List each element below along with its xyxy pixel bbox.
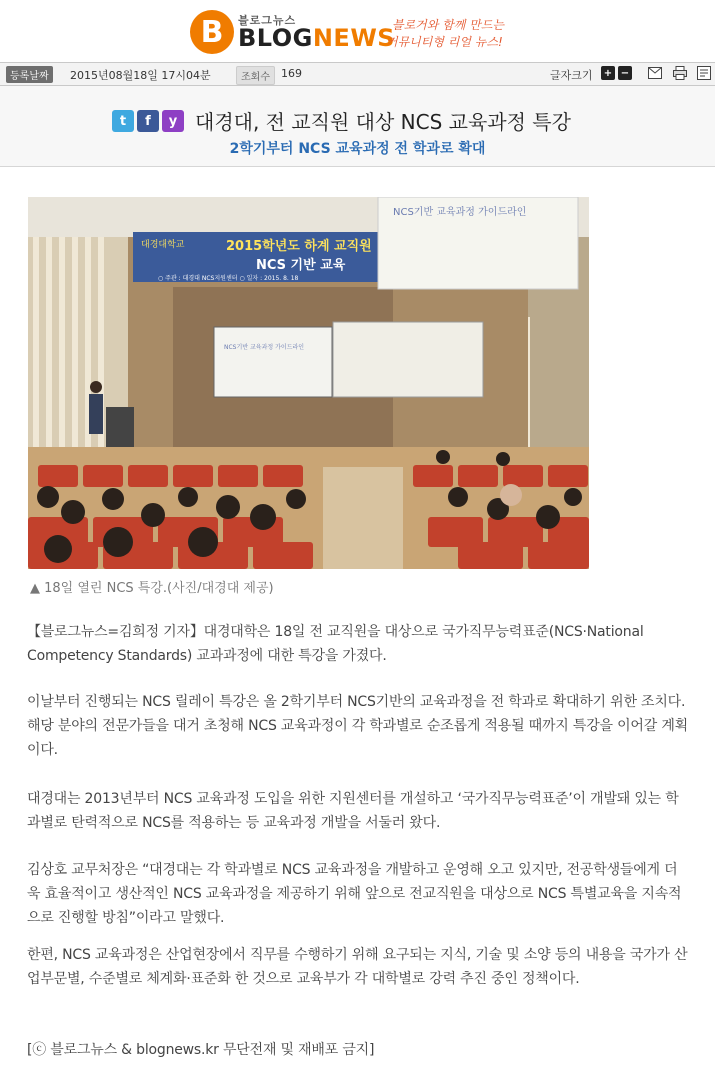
views-label: 조회수 [236, 66, 275, 85]
banner-footer: ○ 주관 : 대경대 NCS지원센터 ○ 일자 : 2015. 8. 18 [158, 275, 299, 282]
projector-screen-title: NCS기반 교육과정 가이드라인 [393, 207, 527, 218]
date-value: 2015년08월18일 17시04분 [70, 69, 211, 82]
twitter-icon[interactable]: t [112, 110, 134, 132]
copyright-notice: [ⓒ 블로그뉴스 & blognews.kr 무단전재 및 재배포 금지] [27, 1042, 375, 1058]
logo-news-text: NEWS [312, 23, 396, 52]
article-subtitle: 2학기부터 NCS 교육과정 전 학과로 확대 [229, 141, 486, 157]
article-paragraph-4: 김상호 교무처장은 “대경대는 각 학과별로 NCS 교육과정을 개발하고 운영해 오고 있지만, 전공학생들에게 더욱 효율적이고 생산적인 NCS 교육과정을 제공하기 위해 앞으로 전교직원을 대상으로 NCS 특별교육을 지속적으로 진행할 방침”이라고 말했다. [27, 862, 682, 926]
logo-mark: B [190, 10, 234, 54]
article-paragraph-2: 이날부터 진행되는 NCS 릴레이 특강은 올 2학기부터 NCS기반의 교육과정을 전 학과로 확대하기 위한 조치다. 해당 분야의 전문가들을 대거 초청해 NCS 교육과정이 각 학과별로 순조롭게 적용될 때까지 특강을 이어갈 계획이다. [27, 694, 688, 758]
yozm-icon[interactable]: y [162, 110, 184, 132]
banner-org: 대경대학교 [141, 240, 185, 250]
font-size-label: 글자크기 [550, 69, 593, 82]
article-meta-bar [0, 62, 715, 86]
logo-blog-text: BLOG [238, 23, 313, 52]
font-decrease-button[interactable]: − [618, 66, 632, 80]
social-share [112, 110, 184, 132]
article-paragraph-1: 【블로그뉴스=김희정 기자】대경대학은 18일 전 교직원을 대상으로 국가직무능력표준(NCS·National Competency Standards) 교과과정에 대한 특강을 가졌다. [27, 624, 644, 664]
views-value: 169 [281, 67, 302, 80]
article-paragraph-5: 한편, NCS 교육과정은 산업현장에서 직무를 수행하기 위해 요구되는 지식, 기술 및 소양 등의 내용을 국가가 산업부문별, 수준별로 체계화·표준화 한 것으로 교육부가 각 대학별로 강력 추진 중인 정책이다. [27, 947, 688, 987]
article-title: 대경대, 전 교직원 대상 NCS 교육과정 특강 [195, 110, 571, 134]
banner-line-2: NCS 기반 교육 [256, 258, 346, 273]
slogan [386, 17, 504, 51]
print-icon[interactable] [673, 66, 687, 80]
photo-caption: ▲ 18일 열린 NCS 특강.(사진/대경대 제공) [30, 581, 274, 596]
slogan-line-2: 커뮤니티형 리얼 뉴스! [386, 35, 503, 49]
email-icon[interactable] [648, 66, 662, 80]
facebook-icon[interactable]: f [137, 110, 159, 132]
banner-line-1: 2015학년도 하계 교직원 [226, 239, 372, 254]
slogan-line-1: 블로거와 함께 만드는 [392, 18, 504, 32]
article-header [0, 86, 715, 167]
article-photo [28, 197, 589, 569]
logo-bar [0, 0, 715, 62]
date-label: 등록날짜 [6, 66, 53, 83]
article-paragraph-3: 대경대는 2013년부터 NCS 교육과정 도입을 위한 지원센터를 개설하고 ‘국가직무능력표준’이 개발돼 있는 학과별로 탄력적으로 NCS를 적용하는 등 교육과정 개발을 서둘러 왔다. [27, 791, 679, 831]
logo-small-text: 블로그뉴스 [238, 13, 297, 27]
blognews-logo[interactable] [190, 10, 395, 54]
monitor-screen-title: NCS기반 교육과정 가이드라인 [224, 344, 305, 351]
scrap-icon[interactable] [697, 66, 711, 80]
font-increase-button[interactable]: + [601, 66, 615, 80]
